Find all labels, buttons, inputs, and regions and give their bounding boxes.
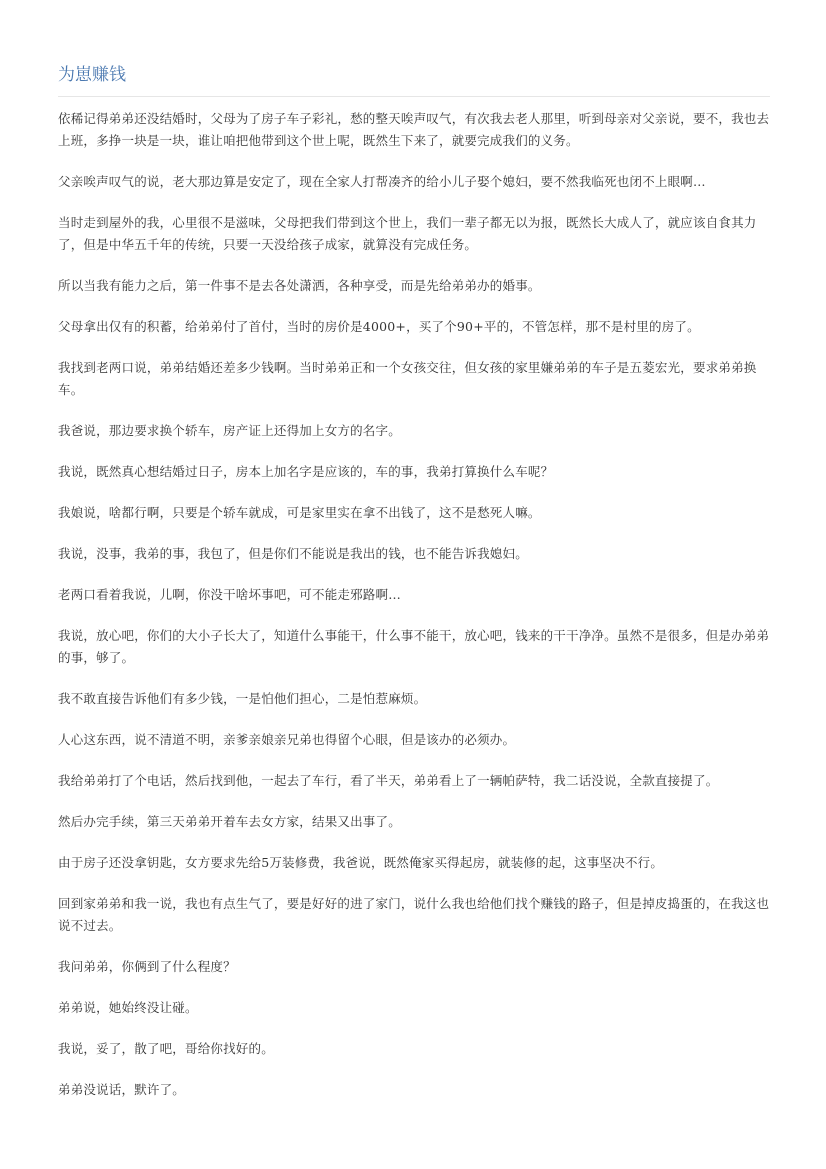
paragraph: 我说，妥了，散了吧，哥给你找好的。 — [58, 1041, 274, 1056]
article-body — [58, 108, 770, 1101]
paragraph: 由于房子还没拿钥匙，女方要求先给5万装修费，我爸说，既然俺家买得起房，就装修的起，这事坚决不行。 — [58, 855, 664, 870]
paragraph: 所以当我有能力之后，第一件事不是去各处潇洒，各种享受，而是先给弟弟办的婚事。 — [58, 278, 541, 293]
paragraph: 老两口看着我说，儿啊，你没干啥坏事吧，可不能走邪路啊… — [58, 587, 401, 602]
paragraph: 依稀记得弟弟还没结婚时，父母为了房子车子彩礼，愁的整天唉声叹气，有次我去老人那里，听到母亲对父亲说，要不，我也去上班，多挣一块是一块，谁让咱把他带到这个世上呢，既然生下来了，就要完成我们的义务。 — [58, 111, 770, 148]
paragraph: 我说，既然真心想结婚过日子，房本上加名字是应该的，车的事，我弟打算换什么车呢？ — [58, 464, 554, 479]
paragraph: 当时走到屋外的我，心里很不是滋味，父母把我们带到这个世上，我们一辈子都无以为报，既然长大成人了，就应该自食其力了，但是中华五千年的传统，只要一天没给孩子成家，就算没有完成任务。 — [58, 215, 757, 252]
paragraph: 我说，放心吧，你们的大小子长大了，知道什么事能干，什么事不能干，放心吧，钱来的干干净净。虽然不是很多，但是办弟弟的事，够了。 — [58, 628, 770, 665]
paragraph: 人心这东西，说不清道不明，亲爹亲娘亲兄弟也得留个心眼，但是该办的必须办。 — [58, 732, 516, 747]
paragraph: 父亲唉声叹气的说，老大那边算是安定了，现在全家人打帮凑齐的给小儿子娶个媳妇，要不然我临死也闭不上眼啊… — [58, 174, 706, 189]
paragraph: 我说，没事，我弟的事，我包了，但是你们不能说是我出的钱，也不能告诉我媳妇。 — [58, 546, 528, 561]
paragraph: 回到家弟弟和我一说，我也有点生气了，要是好好的进了家门，说什么我也给他们找个赚钱的路子，但是掉皮捣蛋的，在我这也说不过去。 — [58, 896, 770, 933]
paragraph: 弟弟没说话，默许了。 — [58, 1082, 186, 1097]
paragraph: 我给弟弟打了个电话，然后找到他，一起去了车行，看了半天，弟弟看上了一辆帕萨特，我二话没说，全款直接提了。 — [58, 773, 719, 788]
title-divider — [58, 96, 770, 97]
paragraph: 我找到老两口说，弟弟结婚还差多少钱啊。当时弟弟正和一个女孩交往，但女孩的家里嫌弟弟的车子是五菱宏光，要求弟弟换车。 — [58, 360, 757, 397]
paragraph: 弟弟说，她始终没让碰。 — [58, 1000, 198, 1015]
paragraph: 父母拿出仅有的积蓄，给弟弟付了首付，当时的房价是4000+，买了个90+平的，不管怎样，那不是村里的房了。 — [58, 319, 700, 334]
paragraph: 我问弟弟，你俩到了什么程度？ — [58, 959, 236, 974]
paragraph: 我不敢直接告诉他们有多少钱，一是怕他们担心，二是怕惹麻烦。 — [58, 691, 427, 706]
paragraph: 然后办完手续，第三天弟弟开着车去女方家，结果又出事了。 — [58, 814, 401, 829]
article-title: 为崽赚钱 — [58, 65, 126, 85]
paragraph: 我爸说，那边要求换个轿车，房产证上还得加上女方的名字。 — [58, 423, 401, 438]
paragraph: 我娘说，啥都行啊，只要是个轿车就成，可是家里实在拿不出钱了，这不是愁死人嘛。 — [58, 505, 541, 520]
